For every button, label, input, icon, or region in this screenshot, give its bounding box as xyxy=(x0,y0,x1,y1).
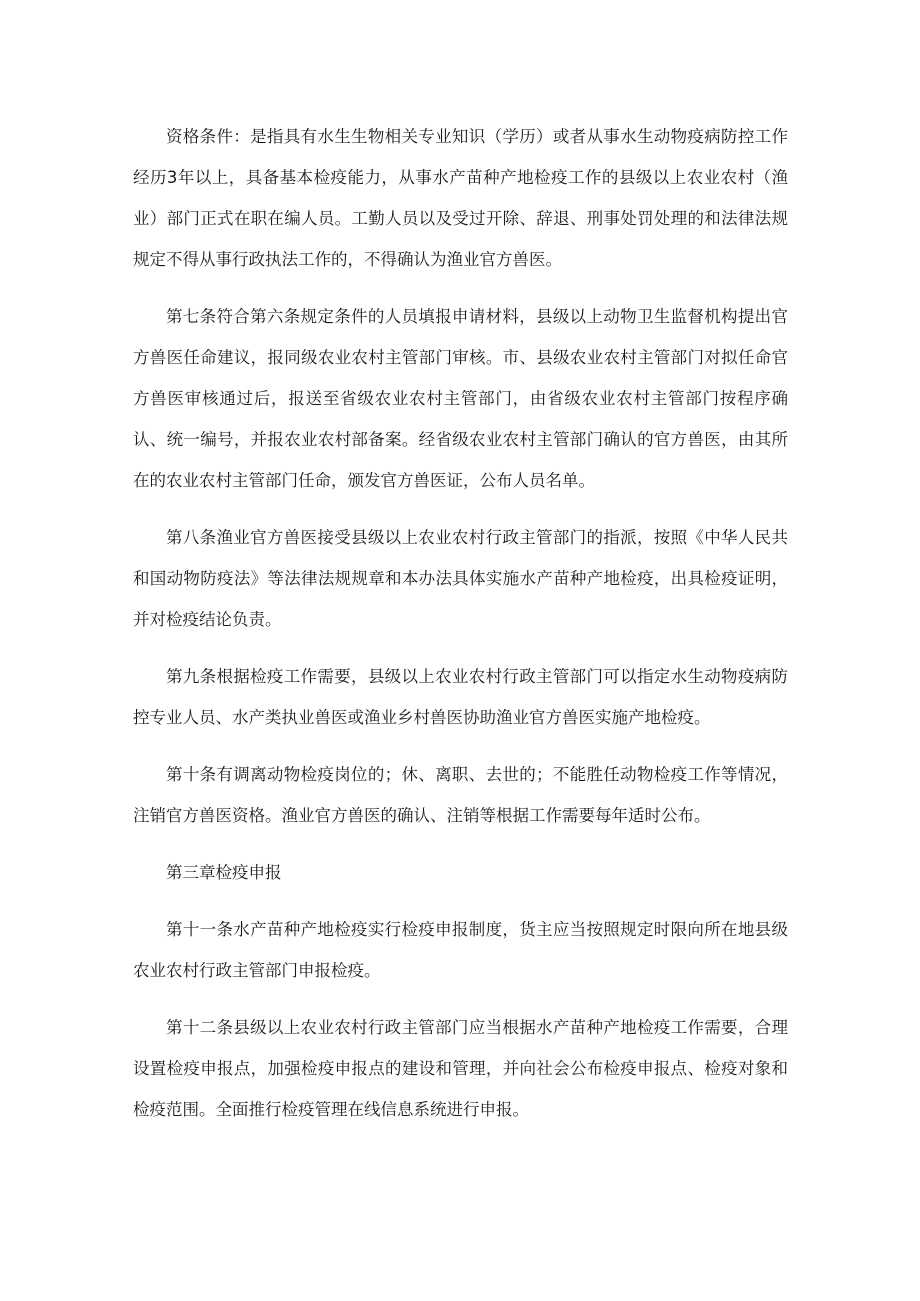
paragraph-article-7: 第七条符合第六条规定条件的人员填报申请材料，县级以上动物卫生监督机构提出官方兽医任命建议，报同级农业农村主管部门审核。市、县级农业农村主管部门对拟任命官方兽医审核通过后，报送至省级农业农村主管部门，由省级农业农村主管部门按程序确认、统一编号，并报农业农村部备案。经省级农业农村主管部门确认的官方兽医，由其所在的农业农村主管部门任命，颁发官方兽医证，公布人员名单。 xyxy=(133,307,788,490)
paragraph-qualification: 资格条件：是指具有水生生物相关专业知识（学历）或者从事水生动物疫病防控工作经历3年以上，具备基本检疫能力，从事水产苗种产地检疫工作的县级以上农业农村（渔业）部门正式在职在编人员。工勤人员以及受过开除、辞退、刑事处罚处理的和法律法规规定不得从事行政执法工作的，不得确认为渔业官方兽医。 xyxy=(133,127,788,269)
paragraph-article-8: 第八条渔业官方兽医接受县级以上农业农村行政主管部门的指派，按照《中华人民共和国动物防疫法》等法律法规规章和本办法具体实施水产苗种产地检疫，出具检疫证明，并对检疫结论负责。 xyxy=(133,528,788,629)
paragraph-article-10: 第十条有调离动物检疫岗位的；休、离职、去世的；不能胜任动物检疫工作等情况，注销官方兽医资格。渔业官方兽医的确认、注销等根据工作需要每年适时公布。 xyxy=(133,765,788,825)
paragraph-article-12: 第十二条县级以上农业农村行政主管部门应当根据水产苗种产地检疫工作需要，合理设置检疫申报点，加强检疫申报点的建设和管理，并向社会公布检疫申报点、检疫对象和检疫范围。全面推行检疫管理在线信息系统进行申报。 xyxy=(133,1018,788,1119)
paragraph-article-9: 第九条根据检疫工作需要，县级以上农业农村行政主管部门可以指定水生动物疫病防控专业人员、水产类执业兽医或渔业乡村兽医协助渔业官方兽医实施产地检疫。 xyxy=(133,667,788,727)
chapter-3-heading: 第三章检疫申报 xyxy=(166,863,282,882)
document-body xyxy=(133,116,788,1146)
paragraph-article-11: 第十一条水产苗种产地检疫实行检疫申报制度，货主应当按照规定时限向所在地县级农业农村行政主管部门申报检疫。 xyxy=(133,920,788,980)
